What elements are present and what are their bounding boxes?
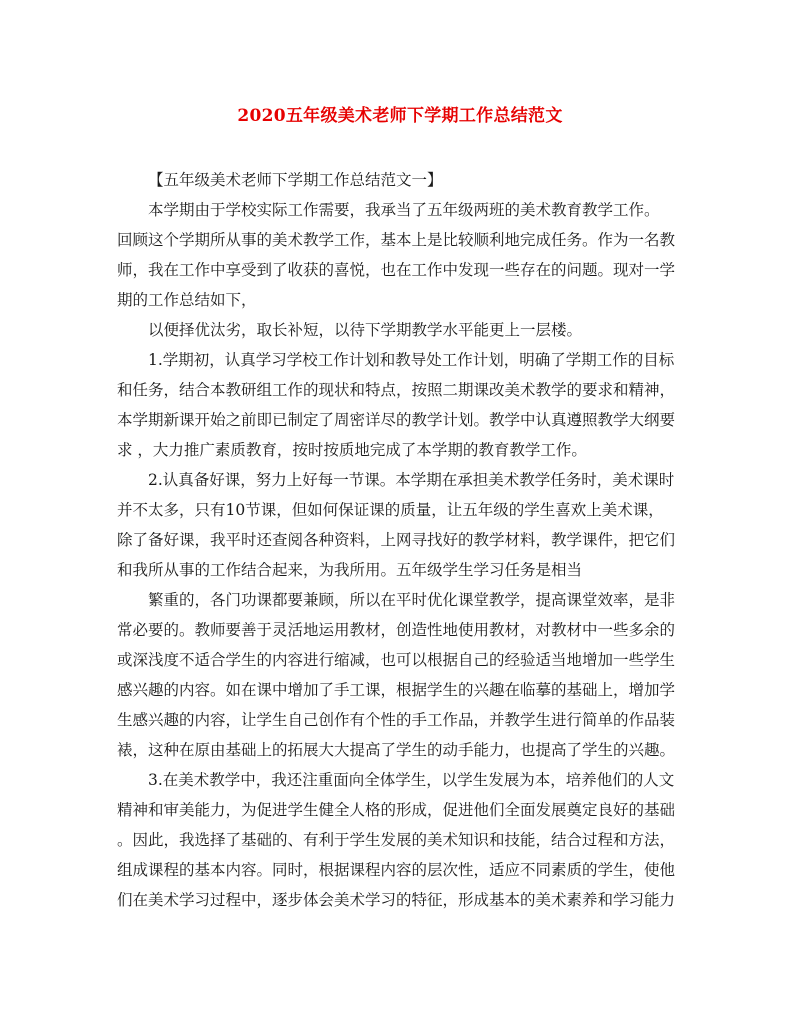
section-heading: 【五年级美术老师下学期工作总结范文一】 — [148, 171, 443, 189]
paragraph-line: 本学期新课开始之前即已制定了周密详尽的教学计划。教学中认真遵照教学大纲要 — [117, 411, 676, 429]
paragraph-line: 以便择优汰劣，取长补短，以待下学期教学水平能更上一层楼。 — [148, 321, 583, 339]
paragraph-line: 1.学期初，认真学习学校工作计划和教导处工作计划，明确了学期工作的目标 — [148, 351, 675, 369]
paragraph-line: 繁重的，各门功课都要兼顾，所以在平时优化课堂教学，提高课堂效率，是非 — [148, 591, 676, 609]
paragraph-line: 并不太多，只有10节课，但如何保证课的质量，让五年级的学生喜欢上美术课， — [117, 501, 664, 519]
paragraph-line: 或深浅度不适合学生的内容进行缩减，也可以根据自己的经验适当地增加一些学生 — [117, 651, 676, 669]
document-body — [117, 165, 689, 915]
paragraph-line: 除了备好课，我平时还查阅各种资料，上网寻找好的教学材料，教学课件，把它们 — [117, 531, 676, 549]
paragraph-line: 2.认真备好课，努力上好每一节课。本学期在承担美术教学任务时，美术课时 — [148, 471, 675, 489]
paragraph-line: 。因此，我选择了基础的、有利于学生发展的美术知识和技能，结合过程和方法， — [117, 831, 676, 849]
paragraph-line: 师，我在工作中享受到了收获的喜悦，也在工作中发现一些存在的问题。现对一学 — [117, 261, 676, 279]
paragraph-1 — [117, 195, 689, 315]
paragraph-2 — [117, 315, 689, 345]
paragraph-4 — [117, 465, 689, 585]
paragraph-line: 们在美术学习过程中，逐步体会美术学习的特征，形成基本的美术素养和学习能力 — [117, 891, 676, 909]
paragraph-6 — [117, 765, 689, 915]
paragraph-line: 和任务，结合本教研组工作的现状和特点，按照二期课改美术教学的要求和精神， — [117, 381, 676, 399]
paragraph-line: 组成课程的基本内容。同时，根据课程内容的层次性，适应不同素质的学生，使他 — [117, 861, 676, 879]
paragraph-line: 回顾这个学期所从事的美术教学工作，基本上是比较顺利地完成任务。作为一名教 — [117, 231, 676, 249]
document-title: 2020五年级美术老师下学期工作总结范文 — [237, 106, 563, 126]
paragraph-line: 生感兴趣的内容，让学生自己创作有个性的手工作品，并教学生进行简单的作品装 — [117, 711, 676, 729]
paragraph-line: 期的工作总结如下， — [117, 291, 257, 309]
paragraph-line: 和我所从事的工作结合起来，为我所用。五年级学生学习任务是相当 — [117, 561, 583, 579]
paragraph-line: 求 ，大力推广素质教育，按时按质地完成了本学期的教育教学工作。 — [117, 441, 587, 459]
paragraph-5 — [117, 585, 689, 765]
paragraph-line: 3.在美术教学中，我还注重面向全体学生，以学生发展为本，培养他们的人文 — [148, 771, 675, 789]
paragraph-line: 裱，这种在原由基础上的拓展大大提高了学生的动手能力，也提高了学生的兴趣。 — [117, 741, 676, 759]
paragraph-line: 感兴趣的内容。如在课中增加了手工课，根据学生的兴趣在临摹的基础上，增加学 — [117, 681, 676, 699]
paragraph-line: 精神和审美能力，为促进学生健全人格的形成，促进他们全面发展奠定良好的基础 — [117, 801, 676, 819]
paragraph-3 — [117, 345, 689, 465]
paragraph-line: 常必要的。教师要善于灵活地运用教材，创造性地使用教材，对教材中一些多余的 — [117, 621, 676, 639]
paragraph-line: 本学期由于学校实际工作需要，我承当了五年级两班的美术教育教学工作。 — [148, 201, 660, 219]
